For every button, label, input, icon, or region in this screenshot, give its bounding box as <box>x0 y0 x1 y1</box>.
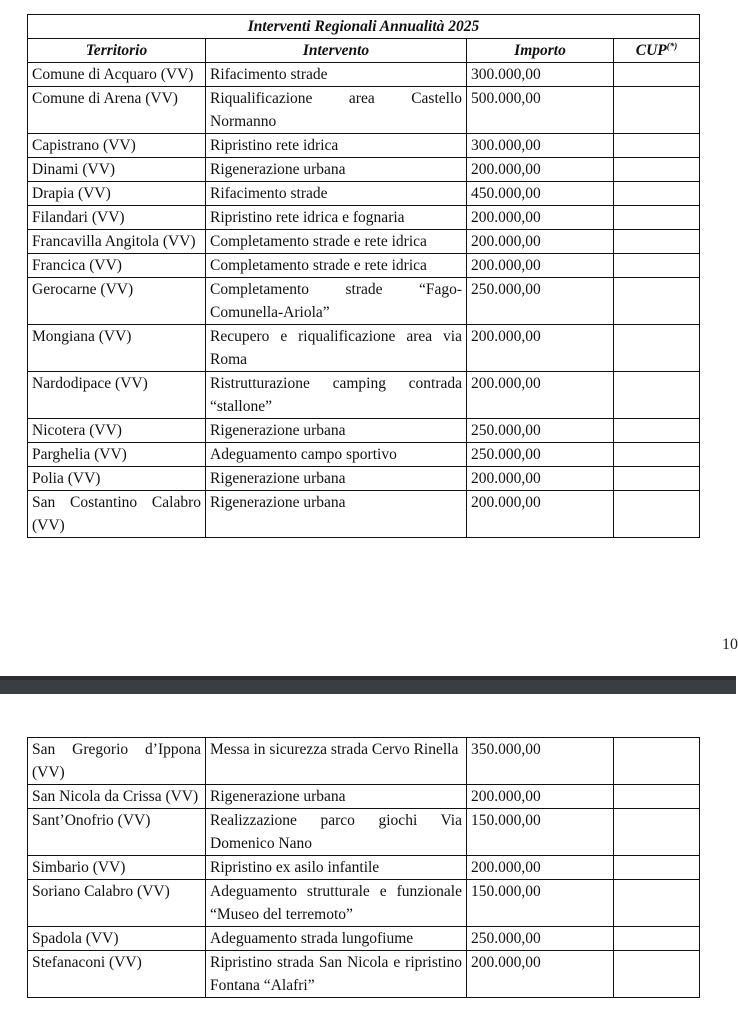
cell-intervento: Rifacimento strade <box>206 182 467 206</box>
cell-cup <box>614 230 700 254</box>
header-cup <box>614 39 700 63</box>
cell-cup <box>614 927 700 951</box>
page-number: 10 <box>722 636 738 653</box>
cell-cup <box>614 856 700 880</box>
cell-importo: 250.000,00 <box>467 419 614 443</box>
cell-importo: 450.000,00 <box>467 182 614 206</box>
cell-importo: 200.000,00 <box>467 856 614 880</box>
cell-intervento: Realizzazione parco giochi Via Domenico Nano <box>206 809 467 856</box>
cell-intervento: Rifacimento strade <box>206 63 467 87</box>
table-row <box>28 951 700 998</box>
table-row <box>28 230 700 254</box>
table-row <box>28 158 700 182</box>
cell-territorio: Comune di Acquaro (VV) <box>28 63 206 87</box>
cell-importo: 200.000,00 <box>467 254 614 278</box>
table-row <box>28 491 700 538</box>
table-row <box>28 880 700 927</box>
cell-intervento: Adeguamento campo sportivo <box>206 443 467 467</box>
header-intervento: Intervento <box>206 39 467 63</box>
cell-cup <box>614 134 700 158</box>
cell-importo: 150.000,00 <box>467 809 614 856</box>
cell-intervento: Adeguamento strutturale e funzionale “Museo del terremoto” <box>206 880 467 927</box>
cell-intervento: Rigenerazione urbana <box>206 785 467 809</box>
cell-intervento: Ripristino strada San Nicola e ripristino Fontana “Alafri” <box>206 951 467 998</box>
cell-territorio: San Gregorio d’Ippona (VV) <box>28 738 206 785</box>
cell-intervento: Rigenerazione urbana <box>206 419 467 443</box>
cell-intervento: Riqualificazione area Castello Normanno <box>206 87 467 134</box>
cell-intervento: Adeguamento strada lungofiume <box>206 927 467 951</box>
table-row <box>28 254 700 278</box>
cell-cup <box>614 880 700 927</box>
cell-territorio: Drapia (VV) <box>28 182 206 206</box>
cell-importo: 300.000,00 <box>467 134 614 158</box>
cell-cup <box>614 809 700 856</box>
cell-cup <box>614 158 700 182</box>
cell-intervento: Completamento strade “Fago-Comunella-Ariola” <box>206 278 467 325</box>
header-importo: Importo <box>467 39 614 63</box>
cell-territorio: Capistrano (VV) <box>28 134 206 158</box>
cell-cup <box>614 491 700 538</box>
table-row <box>28 278 700 325</box>
cell-importo: 250.000,00 <box>467 927 614 951</box>
header-cup-label: CUP <box>635 42 667 59</box>
cell-territorio: Soriano Calabro (VV) <box>28 880 206 927</box>
cell-territorio: Filandari (VV) <box>28 206 206 230</box>
cell-territorio: Mongiana (VV) <box>28 325 206 372</box>
cell-territorio: Nicotera (VV) <box>28 419 206 443</box>
cell-territorio: Simbario (VV) <box>28 856 206 880</box>
cell-importo: 200.000,00 <box>467 158 614 182</box>
table-row <box>28 87 700 134</box>
table-row <box>28 372 700 419</box>
cell-importo: 300.000,00 <box>467 63 614 87</box>
cell-intervento: Ristrutturazione camping contrada “stallone” <box>206 372 467 419</box>
cell-cup <box>614 419 700 443</box>
cell-importo: 200.000,00 <box>467 785 614 809</box>
page-separator-edge <box>0 676 736 680</box>
table-row <box>28 325 700 372</box>
cell-cup <box>614 785 700 809</box>
table-row <box>28 785 700 809</box>
cell-cup <box>614 278 700 325</box>
cell-importo: 200.000,00 <box>467 372 614 419</box>
cell-cup <box>614 63 700 87</box>
cell-territorio: San Costantino Calabro (VV) <box>28 491 206 538</box>
table-row <box>28 134 700 158</box>
cell-intervento: Completamento strade e rete idrica <box>206 230 467 254</box>
cell-territorio: Sant’Onofrio (VV) <box>28 809 206 856</box>
cell-importo: 250.000,00 <box>467 443 614 467</box>
header-cup-footnote-mark: (*) <box>666 40 678 51</box>
cell-territorio: Parghelia (VV) <box>28 443 206 467</box>
page-separator <box>0 676 736 694</box>
interventi-table-continued <box>27 737 700 998</box>
table-row <box>28 809 700 856</box>
cell-cup <box>614 206 700 230</box>
cell-importo: 200.000,00 <box>467 491 614 538</box>
cell-intervento: Ripristino ex asilo infantile <box>206 856 467 880</box>
cell-territorio: Dinami (VV) <box>28 158 206 182</box>
cell-importo: 500.000,00 <box>467 87 614 134</box>
cell-cup <box>614 738 700 785</box>
cell-intervento: Rigenerazione urbana <box>206 467 467 491</box>
cell-territorio: Francica (VV) <box>28 254 206 278</box>
cell-territorio: Gerocarne (VV) <box>28 278 206 325</box>
table-row <box>28 419 700 443</box>
interventi-table <box>27 14 700 538</box>
cell-importo: 150.000,00 <box>467 880 614 927</box>
cell-cup <box>614 325 700 372</box>
table-row <box>28 63 700 87</box>
cell-importo: 200.000,00 <box>467 467 614 491</box>
cell-intervento: Rigenerazione urbana <box>206 158 467 182</box>
cell-importo: 200.000,00 <box>467 951 614 998</box>
cell-territorio: Comune di Arena (VV) <box>28 87 206 134</box>
table-body-page1 <box>28 63 700 538</box>
cell-importo: 200.000,00 <box>467 206 614 230</box>
cell-importo: 350.000,00 <box>467 738 614 785</box>
cell-cup <box>614 951 700 998</box>
header-territorio: Territorio <box>28 39 206 63</box>
cell-territorio: Stefanaconi (VV) <box>28 951 206 998</box>
cell-importo: 250.000,00 <box>467 278 614 325</box>
cell-territorio: San Nicola da Crissa (VV) <box>28 785 206 809</box>
table-row <box>28 927 700 951</box>
cell-importo: 200.000,00 <box>467 325 614 372</box>
cell-importo: 200.000,00 <box>467 230 614 254</box>
cell-intervento: Rigenerazione urbana <box>206 491 467 538</box>
cell-cup <box>614 372 700 419</box>
cell-territorio: Spadola (VV) <box>28 927 206 951</box>
table-row <box>28 443 700 467</box>
cell-cup <box>614 467 700 491</box>
cell-intervento: Messa in sicurezza strada Cervo Rinella <box>206 738 467 785</box>
cell-intervento: Recupero e riqualificazione area via Roma <box>206 325 467 372</box>
cell-intervento: Ripristino rete idrica <box>206 134 467 158</box>
cell-intervento: Completamento strade e rete idrica <box>206 254 467 278</box>
table-row <box>28 467 700 491</box>
table-row <box>28 182 700 206</box>
cell-cup <box>614 87 700 134</box>
cell-territorio: Polia (VV) <box>28 467 206 491</box>
cell-intervento: Ripristino rete idrica e fognaria <box>206 206 467 230</box>
cell-territorio: Francavilla Angitola (VV) <box>28 230 206 254</box>
table-row <box>28 856 700 880</box>
cell-cup <box>614 443 700 467</box>
cell-cup <box>614 182 700 206</box>
table-row <box>28 738 700 785</box>
cell-territorio: Nardodipace (VV) <box>28 372 206 419</box>
table-title: Interventi Regionali Annualità 2025 <box>28 15 700 39</box>
table-row <box>28 206 700 230</box>
cell-cup <box>614 254 700 278</box>
table-body-page2 <box>28 738 700 998</box>
